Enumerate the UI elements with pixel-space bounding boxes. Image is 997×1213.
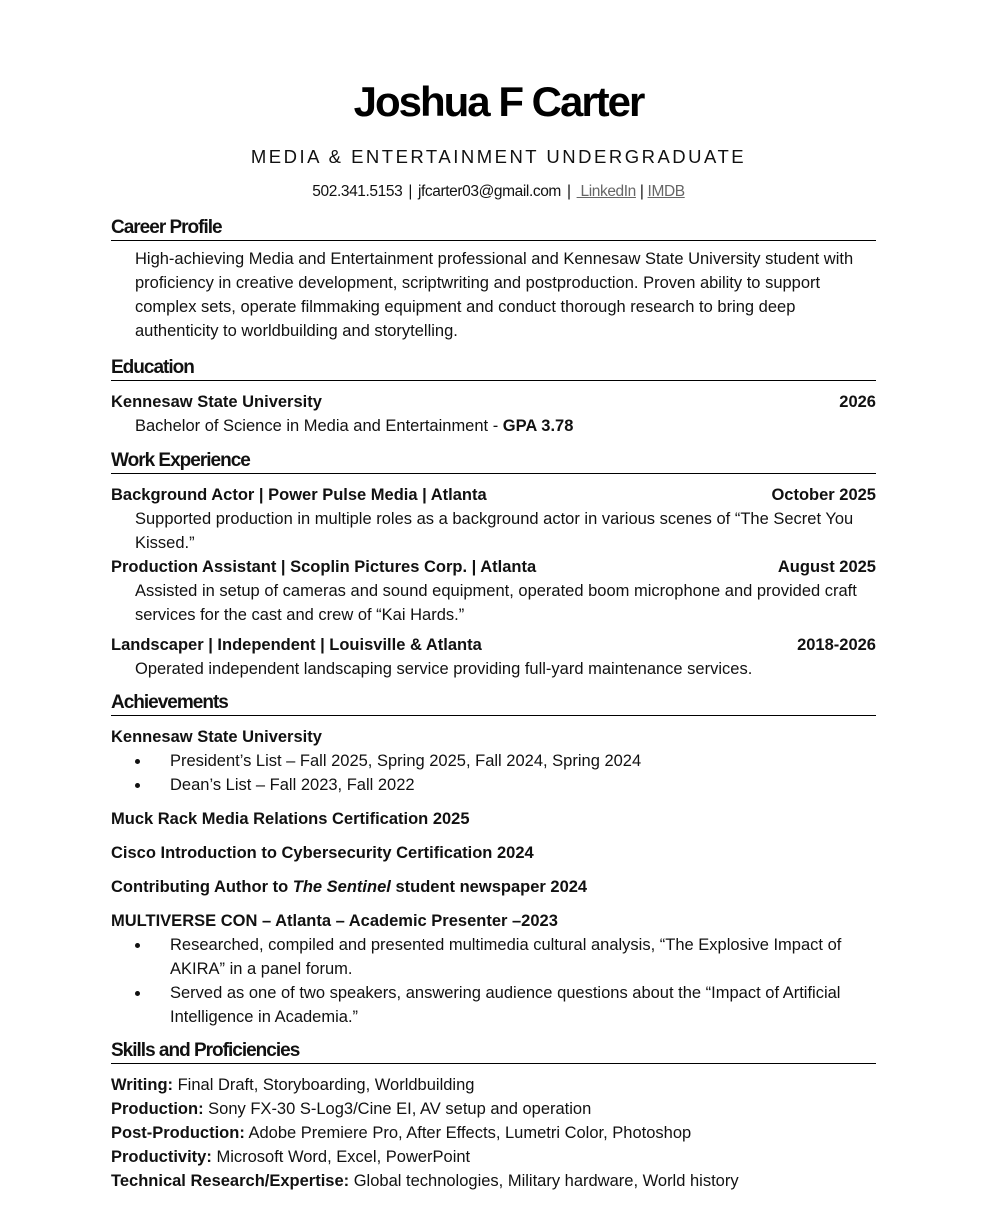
ksu-honors-list (111, 749, 876, 797)
author-suffix: student newspaper 2024 (390, 878, 588, 896)
section-title: Career Profile (111, 217, 876, 241)
contributing-author (111, 875, 587, 899)
contact-line (0, 183, 997, 201)
achievement-item (111, 875, 876, 899)
job-row (111, 633, 876, 657)
resume-subtitle: MEDIA & ENTERTAINMENT UNDERGRADUATE (250, 146, 747, 167)
separator: | (566, 183, 571, 200)
skill-value: Global technologies, Military hardware, World history (349, 1172, 739, 1190)
skill-row (111, 1169, 876, 1193)
section-title: Skills and Proficiencies (111, 1040, 876, 1064)
linkedin-link[interactable]: LinkedIn (576, 183, 636, 200)
section-title: Education (111, 357, 876, 381)
skill-value: Final Draft, Storyboarding, Worldbuilding (173, 1076, 475, 1094)
list-item: Served as one of two speakers, answering audience questions about the “Impact of Artificial Intelligence in Academia.” (111, 981, 876, 1029)
job-date: October 2025 (771, 486, 876, 504)
job-row (111, 555, 876, 579)
skill-label: Productivity: (111, 1148, 212, 1166)
separator: | (408, 183, 412, 200)
job-title: Background Actor | Power Pulse Media | Atlanta (111, 486, 487, 504)
skill-label: Writing: (111, 1076, 174, 1094)
skill-value: Adobe Premiere Pro, After Effects, Lumetri Color, Photoshop (244, 1124, 692, 1142)
education-section (111, 357, 876, 438)
achievement-school: Kennesaw State University (111, 728, 322, 746)
job-description: Operated independent landscaping service providing full-yard maintenance services. (135, 660, 753, 678)
phone-number: 502.341.5153 (312, 183, 403, 200)
certification-muck-rack: Muck Rack Media Relations Certification 2025 (111, 810, 470, 828)
job-title: Production Assistant | Scoplin Pictures Corp. | Atlanta (111, 558, 537, 576)
education-row (111, 390, 876, 414)
skill-row (111, 1145, 876, 1169)
section-title: Achievements (111, 692, 876, 716)
publication-name: The Sentinel (292, 878, 391, 896)
gpa-value: GPA 3.78 (502, 417, 574, 435)
resume-name: Joshua F Carter (353, 78, 644, 125)
achievement-item (111, 841, 876, 865)
job-row (111, 483, 876, 507)
job-title: Landscaper | Independent | Louisville & Atlanta (111, 636, 482, 654)
achievement-heading (111, 725, 876, 749)
job-date: 2018-2026 (797, 636, 876, 654)
achievement-heading (111, 909, 876, 933)
multiverse-con: MULTIVERSE CON – Atlanta – Academic Presenter –2023 (111, 912, 558, 930)
skills-section (111, 1040, 876, 1193)
job-description: Supported production in multiple roles as a background actor in various scenes of “The Secret You Kissed.” (135, 510, 854, 552)
skill-value: Microsoft Word, Excel, PowerPoint (211, 1148, 471, 1166)
list-item: Dean’s List – Fall 2023, Fall 2022 (111, 773, 876, 797)
skill-label: Technical Research/Expertise: (111, 1172, 350, 1190)
achievement-item (111, 807, 876, 831)
certification-cisco: Cisco Introduction to Cybersecurity Certification 2024 (111, 844, 534, 862)
degree-line (111, 414, 876, 438)
skill-value: Sony FX-30 S-Log3/Cine EI, AV setup and operation (203, 1100, 592, 1118)
skill-row (111, 1097, 876, 1121)
imdb-link[interactable]: IMDB (647, 183, 685, 200)
skills-list (111, 1073, 876, 1193)
skill-label: Production: (111, 1100, 204, 1118)
section-title: Work Experience (111, 450, 876, 474)
career-profile-text: High-achieving Media and Entertainment professional and Kennesaw State University student with proficiency in creative development, scriptwriting and postproduction. Proven ability to support complex sets, operate filmmaking equipment and conduct thorough research to bring deep authenticity to worldbuilding and storytelling. (135, 250, 854, 340)
skill-row (111, 1121, 876, 1145)
school-name: Kennesaw State University (111, 393, 322, 411)
graduation-year: 2026 (839, 393, 876, 411)
job-date: August 2025 (777, 558, 876, 576)
career-profile-section (111, 217, 876, 343)
separator: | (639, 183, 644, 200)
job-description: Assisted in setup of cameras and sound equipment, operated boom microphone and provided craft services for the cast and crew of “Kai Hards.” (135, 582, 857, 624)
email-address: jfcarter03@gmail.com (417, 183, 561, 200)
work-experience-section (111, 450, 876, 681)
achievements-section (111, 692, 876, 1029)
con-list (111, 933, 876, 1029)
degree-text: Bachelor of Science in Media and Entertainment - (135, 417, 503, 435)
author-prefix: Contributing Author to (111, 878, 293, 896)
list-item: President’s List – Fall 2025, Spring 2025, Fall 2024, Spring 2024 (111, 749, 876, 773)
list-item: Researched, compiled and presented multimedia cultural analysis, “The Explosive Impact of AKIRA” in a panel forum. (111, 933, 876, 981)
skill-label: Post-Production: (111, 1124, 245, 1142)
skill-row (111, 1073, 876, 1097)
